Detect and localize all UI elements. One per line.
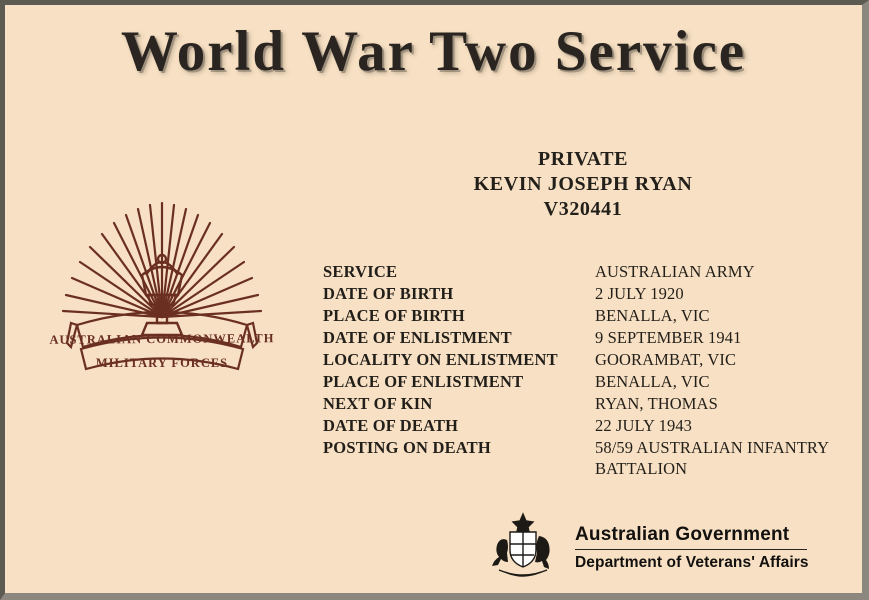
detail-label: SERVICE: [323, 262, 398, 281]
detail-value: GOORAMBAT, VIC: [595, 350, 737, 369]
service-number-text: V320441: [543, 198, 623, 220]
detail-value: 2 JULY 1920: [595, 284, 684, 303]
table-row: [323, 349, 853, 371]
detail-label: POSTING ON DEATH: [323, 438, 491, 457]
detail-value: 9 SEPTEMBER 1941: [595, 328, 742, 347]
table-row: [323, 393, 853, 415]
detail-value: AUSTRALIAN ARMY: [595, 262, 755, 281]
detail-value: 22 JULY 1943: [595, 416, 693, 435]
table-row: [323, 261, 853, 283]
australian-coat-of-arms-icon: [483, 510, 563, 588]
detail-label: DATE OF ENLISTMENT: [323, 328, 512, 347]
detail-value: BENALLA, VIC: [595, 372, 710, 391]
service-details-body: [323, 261, 853, 480]
rank-text: PRIVATE: [537, 148, 629, 170]
gov-line2: Department of Veterans' Affairs: [575, 554, 809, 571]
detail-label: PLACE OF ENLISTMENT: [323, 372, 524, 391]
table-row: [323, 283, 853, 305]
table-row: [323, 305, 853, 327]
badge-banner-top: AUSTRALIAN COMMONWEALTH: [49, 331, 275, 347]
rising-sun-badge-icon: [47, 197, 277, 382]
service-person-name-block: [323, 147, 843, 222]
detail-label: DATE OF DEATH: [323, 416, 459, 435]
detail-label: PLACE OF BIRTH: [323, 306, 465, 325]
detail-label: DATE OF BIRTH: [323, 284, 454, 303]
detail-value: RYAN, THOMAS: [595, 394, 718, 413]
detail-value: 58/59 AUSTRALIAN INFANTRY BATTALION: [595, 438, 829, 478]
detail-label: NEXT OF KIN: [323, 394, 433, 413]
full-name-text: KEVIN JOSEPH RYAN: [473, 173, 693, 195]
service-details-table: [323, 261, 853, 480]
badge-banner-bottom: MILITARY FORCES: [95, 356, 229, 370]
detail-label: LOCALITY ON ENLISTMENT: [323, 350, 558, 369]
government-wordmark: [575, 524, 825, 572]
detail-value: BENALLA, VIC: [595, 306, 710, 325]
page-title: World War Two Service: [120, 20, 747, 83]
table-row: [323, 437, 853, 480]
gov-line1: Australian Government: [575, 524, 790, 545]
gov-divider: [575, 549, 807, 550]
table-row: [323, 327, 853, 349]
table-row: [323, 371, 853, 393]
government-footer: [483, 510, 833, 590]
table-row: [323, 415, 853, 437]
